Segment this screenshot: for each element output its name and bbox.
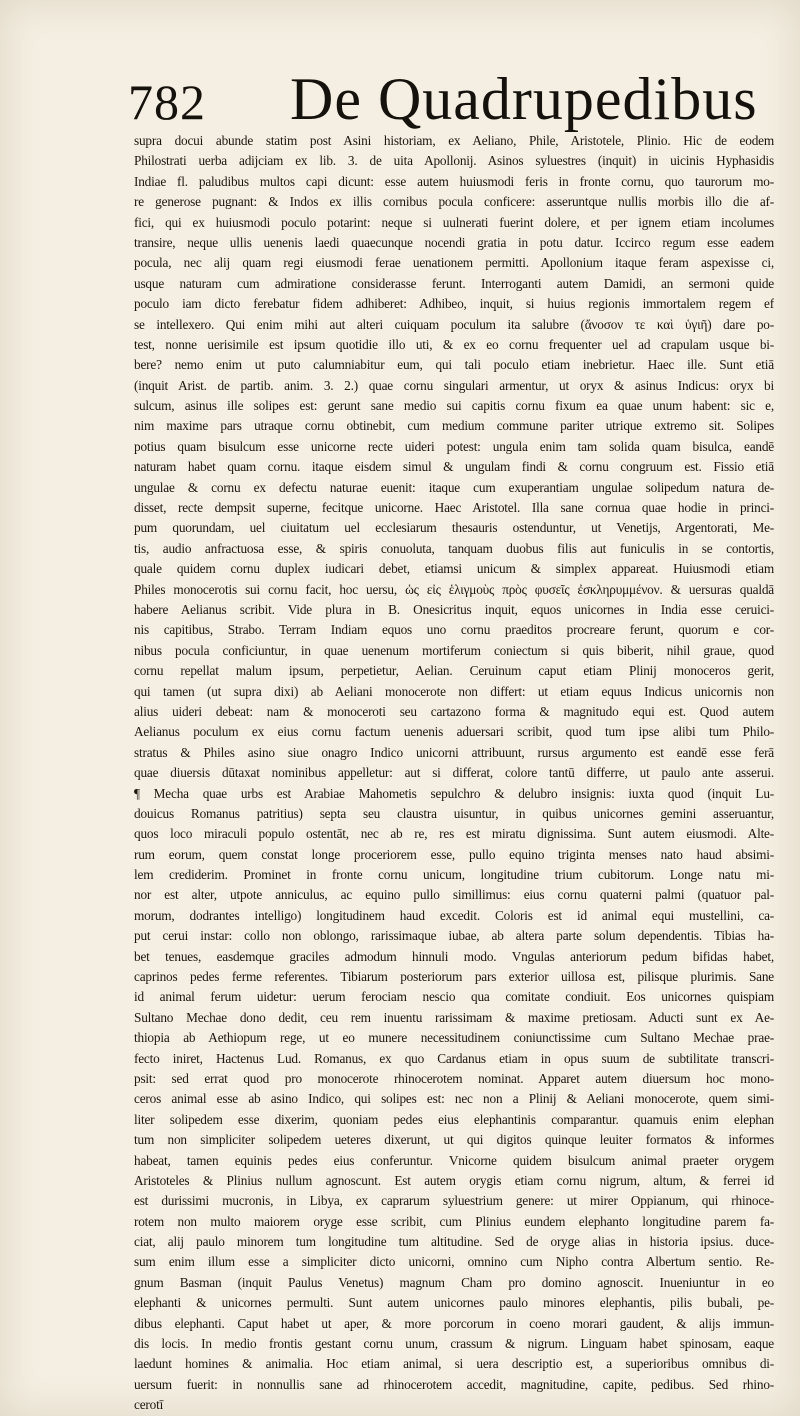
text-line: sulcum, asinus ille solipes est: gerunt sane medio sui capitis cornu fixum ea quae unum habent: sic e, (134, 398, 774, 414)
text-line: quos loco miraculi populo ostentāt, nec ab re, res est miratu dignissima. Sunt autem eiusmodi. Alte- (134, 826, 774, 842)
text-line: ¶ Mecha quae urbs est Arabiae Mahometis sepulchro & delubro insignis: iuxta quod (inquit Lu- (134, 785, 774, 801)
text-line: uersum fuerit: in nonnullis sane ad rhinocerotem accedit, magnitudine, capite, pedibus. Sed rhino- (134, 1376, 774, 1392)
text-line: dibus elephanti. Caput habet ut aper, & more porcorum in coeno morari gaudent, & alijs immun- (134, 1315, 774, 1331)
text-line: cornu repellat malum ipsum, perpetietur, Aelian. Ceruinum caput etiam Plinij monoceros gerit, (134, 663, 774, 679)
text-line: qui tamen (ut supra dixi) ab Aeliani monocerote non differt: ut etiam equus Indicus unicornis non (134, 683, 774, 699)
running-header (128, 68, 768, 130)
text-line: Aelianus poculum ex eius cornu factum uenenis aduersari scribit, quod tum ipse alibi tum Philo- (134, 724, 774, 740)
text-line: douicus Romanus patritius) septa seu claustra uisuntur, in quibus unicornes gemini asseruantur, (134, 805, 774, 821)
text-line: re generose pugnant: & Indos ex illis cornibus pocula conficere: asseruntque nullis morbis illo die af- (134, 194, 774, 210)
text-line: thiopia ab Aethiopum rege, ut eo munere necessitudinem coniunctissime cum Sultano Mechae prae- (134, 1030, 774, 1046)
text-line: tis, audio anfractuosa esse, & spiris conuoluta, tanquam duobus filis aut funiculis in se contortis, (134, 540, 774, 556)
text-line: transire, neque ullis uenenis laedi quaecunque nocendi gratia in potu datur. Iccirco regum esse eadem (134, 234, 774, 250)
text-line: put cerui instar: collo non oblongo, rarissimaque iubae, ab altera parte solum dependentis. Tibias ha- (134, 928, 774, 944)
text-line: se intellexero. Qui enim mihi aut alteri cuiquam poculum ita salubre (ἄνοσον τε καὶ ὑγιῆ) dare po- (134, 316, 774, 332)
text-line: naturam habet quam cornu. itaque eisdem simul & ungulam findi & cornu congruum est. Fissio etiā (134, 459, 774, 475)
text-line: usque naturam cum admiratione considerasse ferunt. Interroganti autem Damidi, an sermoni quide (134, 275, 774, 291)
text-line: morum, dodrantes intelligo) longitudinem haud excedit. Coloris est id animal equi mustellini, ca- (134, 907, 774, 923)
text-line: quale quidem cornu duplex iudicari debet, etiamsi unicum & simplex appareat. Huiusmodi etiam (134, 561, 774, 577)
text-line: laedunt homines & animalia. Hoc etiam animal, si uera descriptio est, a superioribus omnibus di- (134, 1356, 774, 1372)
text-line: cerotī (134, 1397, 164, 1413)
text-line: poculo iam dicto ferebatur fidem adhiberet: Adhibeo, inquit, si huius regionis immortalem regem ef (134, 296, 774, 312)
text-line: nor est alter, utpote anniculus, ac equino pullo simillimus: eius cornu quaterni palmi (quatuor pal- (134, 887, 774, 903)
text-line: pum quorundam, uel ciuitatum uel ecclesiarum thesauris ostenduntur, ut Venetijs, Argentorati, Me- (134, 520, 774, 536)
text-line: test, nonne uerisimile est ipsum quotidie illo uti, & ex eo cornu frequenter uel ad crapulam usque bi- (134, 336, 774, 352)
text-line: caprinos pedes ferme referentes. Tibiarum posteriorum pars exterior uillosa est, pilisque plurimis. Sane (134, 969, 774, 985)
text-line: fici, qui ex huiusmodi poculo potarint: neque si uulnerati fuerint dolere, et per ignem etiam incolumes (134, 214, 774, 230)
text-line: nis capitibus, Strabo. Terram Indiam equos uno cornu praeditos procreare ferunt, quorum e cor- (134, 622, 774, 638)
text-line: stratus & Philes asino siue onagro Indico unicorni attribuunt, rursus argumento est eandē esse ferā (134, 744, 774, 760)
text-line: rum eorum, quem constat longe proceriorem esse, pullo equino triginta menses nato haud absimi- (134, 846, 774, 862)
text-line: rotem non multo maiorem oryge esse scribit, cum Plinius eundem elephanto longitudine parem fa- (134, 1213, 774, 1229)
text-line: Sultano Mechae dono dedit, ceu rem inuentu rarissimam & maxime pretiosam. Aducti sunt ex Ae- (134, 1009, 774, 1025)
text-line: potius quam bisulcum esse unicorne recte uideri potest: ungula enim tam solida quam bisulca, eandē (134, 438, 774, 454)
text-line: liter solipedem esse dixerim, quoniam pedes eius elephantinis comparantur. quamuis enim elephan (134, 1111, 774, 1127)
text-line: sum enim illum esse a simpliciter dicto unicorni, omnino cum Nipho contra Albertum sentio. Re- (134, 1254, 774, 1270)
text-line: dis locis. In medio frontis gestant cornu unum, crassum & nigrum. Linguam habet spinosam, eaque (134, 1336, 774, 1352)
text-line: bet tenues, easdemque graciles admodum hinnuli modo. Vngulas anteriorum pedum bifidas habet, (134, 948, 774, 964)
text-line: elephanti & unicornes permulti. Sunt autem unicornes paulo minores elephantis, pilis bubali, pe- (134, 1295, 774, 1311)
text-line: Philes monocerotis sui cornu facit, hoc uersu, ὡς εἰς ἑλιγμοὺς πρὸς φυσεῖς ἐσκληρυμμένον. & uersuras qualdā (134, 581, 774, 597)
text-line: pocula, nec alij quam regi eiusmodi ferae uenationem permitti. Apollonium itaque feram aspexisse ci, (134, 255, 774, 271)
text-block (134, 131, 774, 1416)
text-line: psit: sed errat quod pro monocerote rhinocerotem nominat. Apparet autem diuersum hoc mono- (134, 1070, 774, 1086)
text-line: Indiae fl. paludibus multos capi dicunt: esse autem huiusmodi feris in fronte cornu, quo taurorum mo- (134, 173, 774, 189)
text-line: lem crediderim. Prominet in fronte cornu unicum, longitudine trium cubitorum. Longe natu mi- (134, 867, 774, 883)
text-line: ciat, alij paulo minorem tum longitudine tum altitudine. Sed de oryge alias in historia ipsius. duce- (134, 1234, 774, 1250)
text-line: nibus pocula conficiuntur, in quae uenenum mortiferum coniectum si quis biberit, nihil graue, quod (134, 642, 774, 658)
text-line: quae diuersis dūtaxat nominibus appelletur: aut si differat, colore tantū differre, ut paulo ante asserui. (134, 765, 774, 781)
text-line: Philostrati uerba adijciam ex lib. 3. de uita Apollonij. Asinos syluestres (inquit) in uicinis Hyphasidis (134, 153, 774, 169)
text-line: est durissimi mucronis, in Libya, ex caprarum syluestrium genere: ut mirer Oppianum, qui rhinoce- (134, 1193, 774, 1209)
text-line: (inquit Arist. de partib. anim. 3. 2.) quae cornu singulari armentur, ut oryx & asinus Indicus: oryx bi (134, 377, 774, 393)
page-number: 782 (128, 74, 206, 130)
text-line: habeat, tamen equinis pedes eius conferuntur. Vnicorne quidem bisulcum animal praeter orygem (134, 1152, 774, 1168)
text-line: alius uideri debeat: nam & monoceroti seu cartazono forma & magnitudo equi est. Quod autem (134, 703, 774, 719)
text-line: Aristoteles & Plinius nullum agnoscunt. Est autem orygis etiam cornu nigrum, altum, & ferrei id (134, 1172, 774, 1188)
text-line: tum non simpliciter solipedem ueteres dixerunt, ut qui digitos quinque leuiter formatos & informes (134, 1132, 774, 1148)
text-line: habere Aelianus scribit. Vide plura in B. Onesicritus inquit, equos unicornes in India esse ceruici- (134, 601, 774, 617)
text-line: supra docui abunde statim post Asini historiam, ex Aeliano, Phile, Aristotele, Plinio. Hic de eodem (134, 133, 774, 148)
running-title: De Quadrupedibus (290, 66, 758, 132)
text-line: fecto iniret, Hactenus Lud. Romanus, ex quo Cardanus etiam in opus suum de subtilitate transcri- (134, 1050, 774, 1066)
text-line: ungulae & cornu ex defectu naturae euenit: itaque cum exuperantiam ungulae solipedum natura de- (134, 479, 774, 495)
text-line: ceros animal esse ab asino Indico, qui solipes est: nec non a Plinij & Aeliani monocerote, quem simi- (134, 1091, 774, 1107)
text-line: nim maxime pars utraque cornu obtinebit, cum medium commune pariter utrique extremo sit. Solipes (134, 418, 774, 434)
text-line: disset, recte dempsit superne, fecitque unicorne. Haec Aristotel. Illa sane cornua quae hodie in princi- (134, 500, 774, 516)
text-line: bere? nemo enim ut puto calumniabitur eum, qui tali poculo etiam inebrietur. Haec ille. Sunt etiā (134, 357, 774, 373)
text-line: id animal ferum uidetur: uerum ferociam nescio qua comitate condiuit. Eos unicornes quispiam (134, 989, 774, 1005)
text-line: gnum Basman (inquit Paulus Venetus) magnum Cham pro domino agnoscit. Inueniuntur in eo (134, 1274, 774, 1290)
